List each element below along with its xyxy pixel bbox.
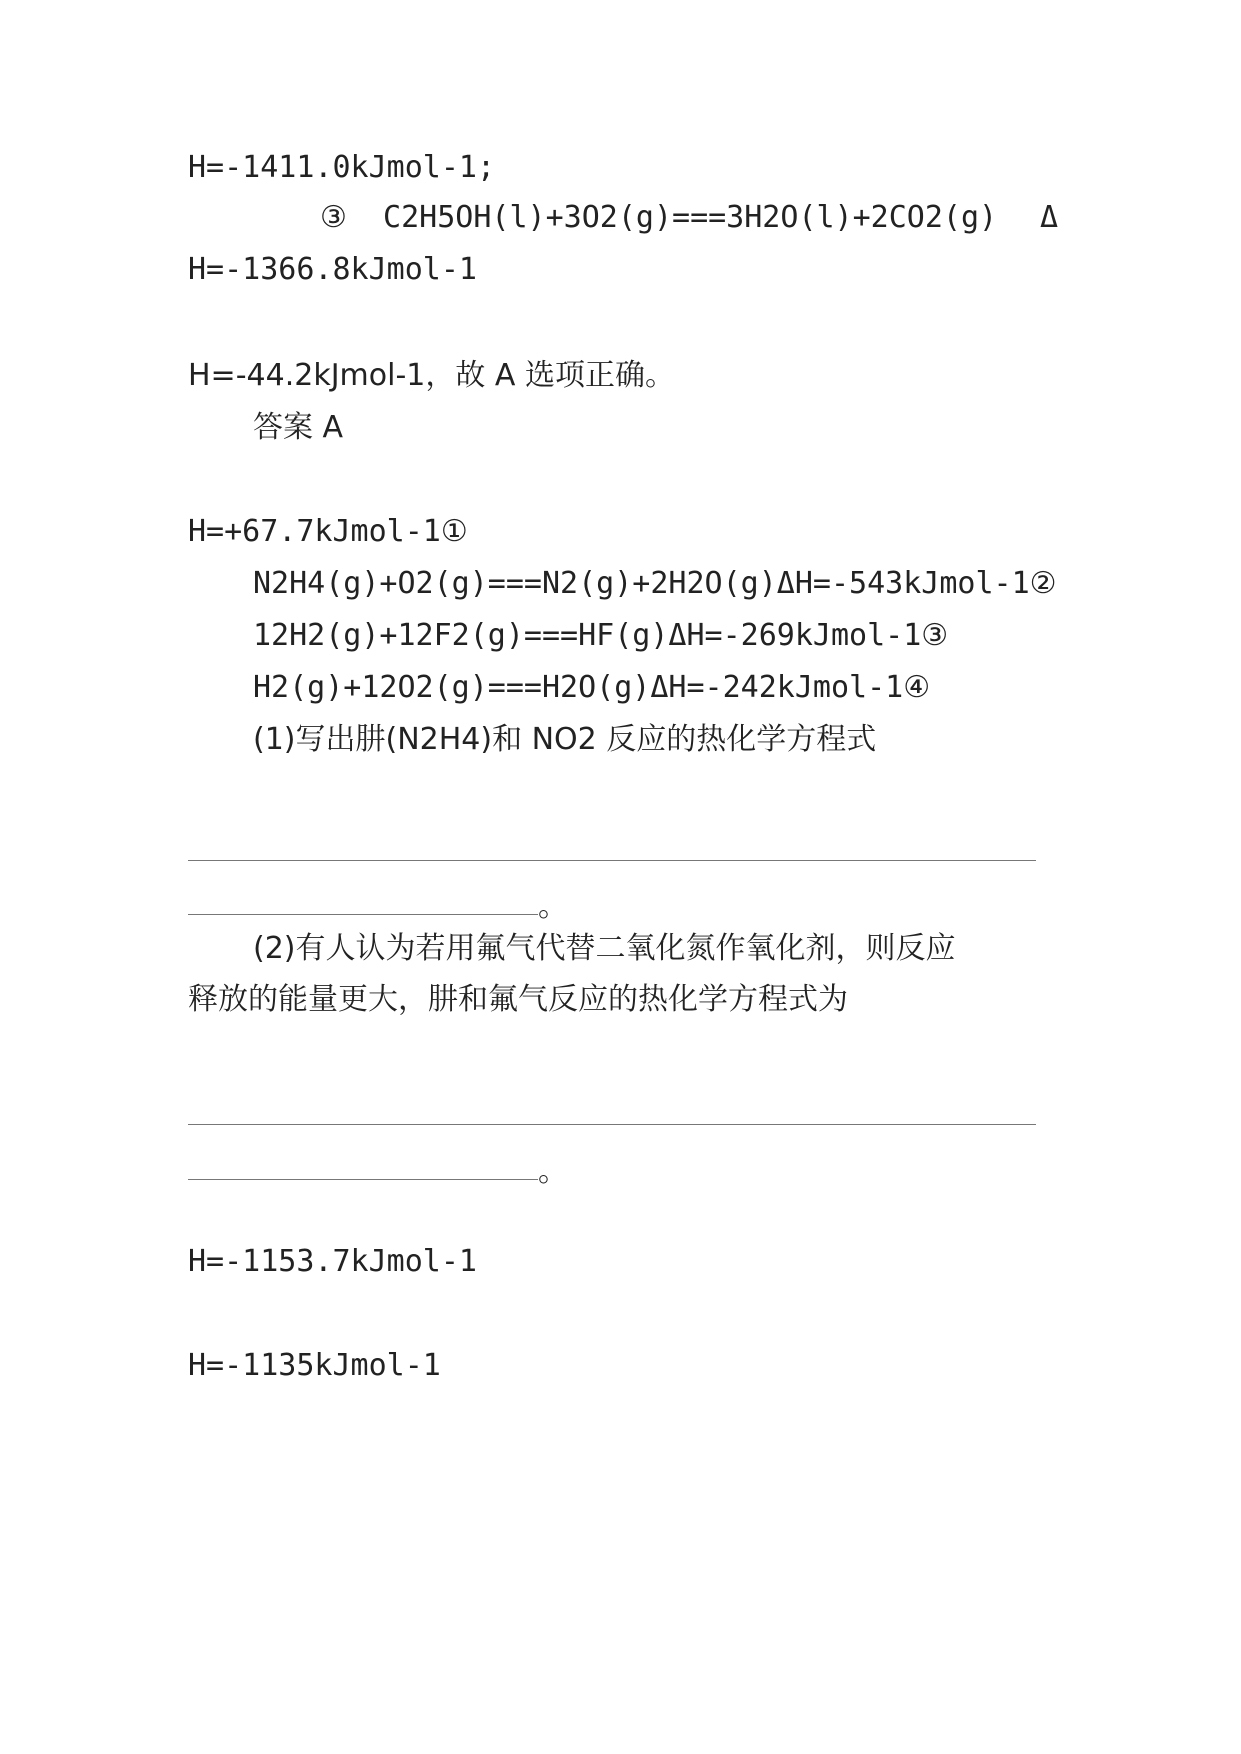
- equation-line: H2(g)+12O2(g)===H2O(g)ΔH=-242kJmol-1④: [253, 670, 931, 705]
- delta-symbol: Δ: [1039, 200, 1058, 235]
- text-line: H=-1153.7kJmol-1: [188, 1244, 477, 1279]
- blank-period: 。: [538, 889, 568, 924]
- exercise-heading: [253, 458, 1058, 502]
- equation-text: ③ C2H5OH(l)+3O2(g)===3H2O(l)+2CO2(g): [320, 200, 998, 235]
- equation-line: 12H2(g)+12F2(g)===HF(g)ΔH=-269kJmol-1③: [253, 618, 949, 653]
- text-line: H=-1366.8kJmol-1: [188, 252, 477, 287]
- answer-label: 答案 A: [253, 410, 344, 445]
- question-1: (1)写出肼(N2H4)和 NO2 反应的热化学方程式: [253, 722, 877, 757]
- equation-line: [320, 196, 1058, 240]
- derivation-line: [250, 302, 1058, 346]
- blank-period: 。: [538, 1154, 568, 1189]
- answer-blank-line: [188, 914, 538, 915]
- text-line: H=+67.7kJmol-1①: [188, 514, 468, 549]
- question-2: (2)有人认为若用氟气代替二氧化氮作氧化剂，则反应: [253, 931, 956, 966]
- text-line: 释放的能量更大，肼和氟气反应的热化学方程式为: [188, 982, 848, 1017]
- answer-line: [411, 1292, 1058, 1336]
- equation-line: N2H4(g)+O2(g)===N2(g)+2H2O(g)ΔH=-543kJmol-1②: [253, 566, 1057, 601]
- answer-blank-line: [188, 1179, 538, 1180]
- answer-blank-line: [188, 860, 1036, 861]
- text-line: H=-1411.0kJmol-1;: [188, 150, 496, 185]
- answer-line: [294, 1188, 1058, 1232]
- text-line: H=-44.2kJmol-1，故 A 选项正确。: [188, 358, 675, 393]
- answer-blank-line: [188, 1124, 1036, 1125]
- text-line: H=-1135kJmol-1: [188, 1348, 441, 1383]
